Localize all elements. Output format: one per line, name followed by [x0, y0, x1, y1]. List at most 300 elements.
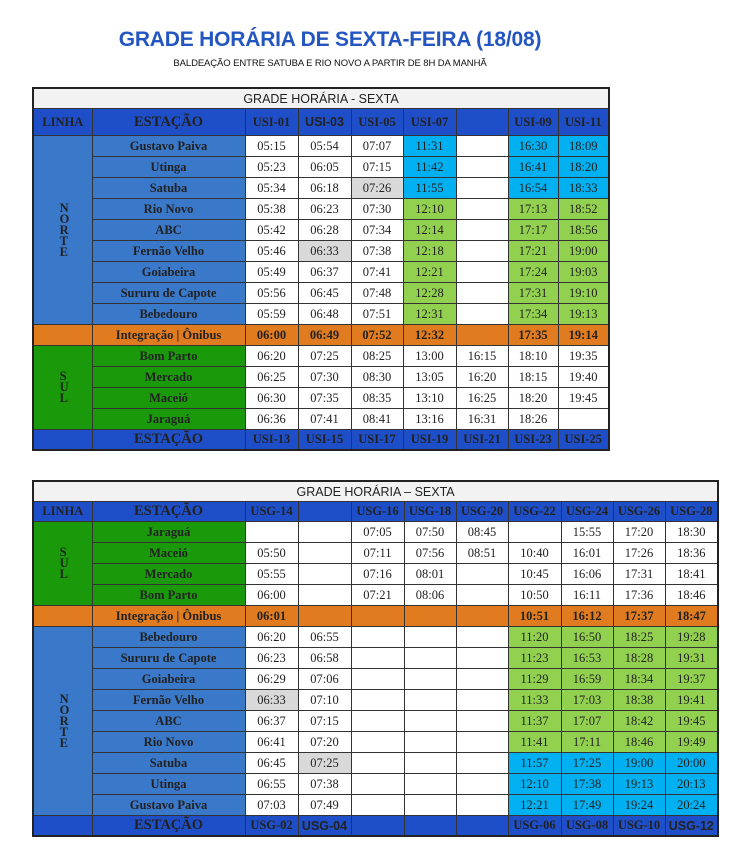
time-cell: 16:11: [561, 585, 613, 606]
station-name-utinga: Utinga: [92, 157, 245, 178]
empty-cell: [456, 753, 508, 774]
empty-cell: [456, 669, 508, 690]
station-row: [33, 388, 609, 409]
time-cell: 10:40: [508, 543, 561, 564]
region-label-norte: [33, 136, 92, 325]
station-name-satuba: Satuba: [92, 178, 245, 199]
empty-cell: [351, 669, 404, 690]
empty-cell: [351, 711, 404, 732]
footer-trip-header: [351, 816, 404, 837]
time-cell: 17:38: [561, 774, 613, 795]
station-row: [33, 669, 718, 690]
footer-trip-header: USG-12: [665, 816, 718, 837]
station-row: [33, 241, 609, 262]
time-cell: 11:37: [508, 711, 561, 732]
time-cell: 15:55: [561, 522, 613, 543]
column-header-trip: USI-07: [403, 109, 456, 136]
footer-linha-empty: [33, 816, 92, 837]
station-name-utinga: Utinga: [92, 774, 245, 795]
station-name-rio-novo: Rio Novo: [92, 732, 245, 753]
time-cell: 05:54: [298, 136, 351, 157]
empty-cell: [298, 564, 351, 585]
station-name-bebedouro: Bebedouro: [92, 304, 245, 325]
region-label-norte: [33, 627, 92, 816]
station-name-maceio: Maceió: [92, 543, 245, 564]
empty-cell: [351, 627, 404, 648]
time-cell: 08:25: [351, 346, 403, 367]
time-cell: 18:42: [613, 711, 665, 732]
column-header-trip: USI-01: [245, 109, 298, 136]
table-title: GRADE HORÁRIA – SEXTA: [33, 481, 718, 502]
time-cell: 19:45: [665, 711, 718, 732]
time-cell: 16:50: [561, 627, 613, 648]
time-cell: 06:25: [245, 367, 298, 388]
column-header-trip: USI-11: [558, 109, 609, 136]
time-cell: 06:33: [298, 241, 351, 262]
station-name-gustavo-paiva: Gustavo Paiva: [92, 136, 245, 157]
time-cell: 12:21: [403, 262, 456, 283]
footer-trip-header: USG-08: [561, 816, 613, 837]
empty-cell: [404, 648, 456, 669]
time-cell: 11:33: [508, 690, 561, 711]
station-name-satuba: Satuba: [92, 753, 245, 774]
time-cell: 17:07: [561, 711, 613, 732]
empty-cell: [404, 774, 456, 795]
time-cell: 20:13: [665, 774, 718, 795]
time-cell: 18:10: [508, 346, 558, 367]
time-cell: 12:14: [403, 220, 456, 241]
time-cell: 07:15: [351, 157, 403, 178]
empty-cell: [351, 606, 404, 627]
column-header-trip: USG-24: [561, 502, 613, 522]
time-cell: 07:10: [298, 690, 351, 711]
time-cell: 07:21: [351, 585, 404, 606]
footer-trip-header: [456, 816, 508, 837]
time-cell: 18:38: [613, 690, 665, 711]
time-cell: 18:26: [508, 409, 558, 430]
time-cell: 19:37: [665, 669, 718, 690]
schedule-table-usg: [32, 480, 719, 837]
footer-row: [33, 816, 718, 837]
station-row: [33, 711, 718, 732]
time-cell: 16:31: [456, 409, 508, 430]
footer-row: [33, 430, 609, 451]
empty-cell: [298, 585, 351, 606]
station-name-goiabeira: Goiabeira: [92, 669, 245, 690]
time-cell: 07:50: [404, 522, 456, 543]
region-label-sul: [33, 346, 92, 430]
time-cell: 19:00: [558, 241, 609, 262]
time-cell: 16:01: [561, 543, 613, 564]
station-row: [33, 346, 609, 367]
time-cell: 16:25: [456, 388, 508, 409]
time-cell: 08:45: [456, 522, 508, 543]
empty-cell: [404, 669, 456, 690]
time-cell: 17:35: [508, 325, 558, 346]
time-cell: 19:45: [558, 388, 609, 409]
time-cell: 07:38: [298, 774, 351, 795]
column-header-estacao: ESTAÇÃO: [92, 109, 245, 136]
time-cell: 06:28: [298, 220, 351, 241]
column-header-trip: USG-14: [245, 502, 298, 522]
time-cell: 17:26: [613, 543, 665, 564]
region-label-text: SUL: [59, 545, 69, 581]
station-row: [33, 627, 718, 648]
time-cell: 07:05: [351, 522, 404, 543]
page-subtitle: BALDEAÇÃO ENTRE SATUBA E RIO NOVO A PARTIR DE 8H DA MANHÃ: [173, 58, 487, 69]
footer-estacao: ESTAÇÃO: [92, 430, 245, 451]
time-cell: 07:15: [298, 711, 351, 732]
time-cell: 18:33: [558, 178, 609, 199]
time-cell: 06:00: [245, 325, 298, 346]
empty-cell: [456, 136, 508, 157]
station-name-mercado: Mercado: [92, 367, 245, 388]
time-cell: 19:41: [665, 690, 718, 711]
time-cell: 05:46: [245, 241, 298, 262]
station-row: [33, 690, 718, 711]
time-cell: 18:52: [558, 199, 609, 220]
time-cell: 05:42: [245, 220, 298, 241]
empty-cell: [508, 522, 561, 543]
time-cell: 12:18: [403, 241, 456, 262]
time-cell: 05:34: [245, 178, 298, 199]
time-cell: 08:51: [456, 543, 508, 564]
time-cell: 07:41: [351, 262, 403, 283]
time-cell: 12:28: [403, 283, 456, 304]
footer-trip-header: USI-15: [298, 430, 351, 451]
time-cell: 13:10: [403, 388, 456, 409]
time-cell: 08:30: [351, 367, 403, 388]
time-cell: 18:20: [508, 388, 558, 409]
empty-cell: [456, 774, 508, 795]
time-cell: 11:31: [403, 136, 456, 157]
empty-cell: [456, 690, 508, 711]
time-cell: 06:18: [298, 178, 351, 199]
station-name-fernao-velho: Fernão Velho: [92, 690, 245, 711]
station-name-goiabeira: Goiabeira: [92, 262, 245, 283]
time-cell: 19:40: [558, 367, 609, 388]
time-cell: 07:34: [351, 220, 403, 241]
station-row: [33, 199, 609, 220]
time-cell: 16:20: [456, 367, 508, 388]
time-cell: 18:46: [665, 585, 718, 606]
time-cell: 19:24: [613, 795, 665, 816]
time-cell: 07:16: [351, 564, 404, 585]
time-cell: 18:41: [665, 564, 718, 585]
empty-cell: [404, 753, 456, 774]
column-header-trip: USI-09: [508, 109, 558, 136]
column-header-trip: USG-22: [508, 502, 561, 522]
empty-cell: [456, 199, 508, 220]
station-row: [33, 283, 609, 304]
time-cell: 20:00: [665, 753, 718, 774]
station-row: [33, 753, 718, 774]
time-cell: 07:51: [351, 304, 403, 325]
time-cell: 16:15: [456, 346, 508, 367]
time-cell: 19:00: [613, 753, 665, 774]
time-cell: 07:35: [298, 388, 351, 409]
time-cell: 17:25: [561, 753, 613, 774]
time-cell: 20:24: [665, 795, 718, 816]
time-cell: 06:58: [298, 648, 351, 669]
empty-cell: [456, 627, 508, 648]
integration-row: [33, 606, 718, 627]
column-header-trip: USI-03: [298, 109, 351, 136]
station-name-fernao-velho: Fernão Velho: [92, 241, 245, 262]
time-cell: 16:41: [508, 157, 558, 178]
empty-cell: [456, 220, 508, 241]
time-cell: 06:01: [245, 606, 298, 627]
time-cell: 13:00: [403, 346, 456, 367]
time-cell: 11:42: [403, 157, 456, 178]
empty-cell: [456, 732, 508, 753]
time-cell: 18:47: [665, 606, 718, 627]
time-cell: 18:56: [558, 220, 609, 241]
station-row: [33, 157, 609, 178]
time-cell: 06:37: [298, 262, 351, 283]
time-cell: 07:38: [351, 241, 403, 262]
column-header-linha: LINHA: [33, 502, 92, 522]
linha-cell-empty: [33, 606, 92, 627]
empty-cell: [456, 795, 508, 816]
station-row: [33, 304, 609, 325]
time-cell: 10:50: [508, 585, 561, 606]
station-name-gustavo-paiva: Gustavo Paiva: [92, 795, 245, 816]
station-name-bebedouro: Bebedouro: [92, 627, 245, 648]
time-cell: 17:03: [561, 690, 613, 711]
time-cell: 07:20: [298, 732, 351, 753]
time-cell: 05:38: [245, 199, 298, 220]
empty-cell: [456, 564, 508, 585]
time-cell: 11:55: [403, 178, 456, 199]
empty-cell: [298, 606, 351, 627]
time-cell: 05:59: [245, 304, 298, 325]
column-header-estacao: ESTAÇÃO: [92, 502, 245, 522]
time-cell: 12:31: [403, 304, 456, 325]
time-cell: 07:30: [298, 367, 351, 388]
footer-estacao: ESTAÇÃO: [92, 816, 245, 837]
empty-cell: [245, 522, 298, 543]
time-cell: 05:23: [245, 157, 298, 178]
time-cell: 11:20: [508, 627, 561, 648]
station-name-bom-parto: Bom Parto: [92, 585, 245, 606]
time-cell: 16:12: [561, 606, 613, 627]
time-cell: 06:37: [245, 711, 298, 732]
time-cell: 07:30: [351, 199, 403, 220]
time-cell: 08:35: [351, 388, 403, 409]
time-cell: 17:13: [508, 199, 558, 220]
time-cell: 13:16: [403, 409, 456, 430]
empty-cell: [404, 606, 456, 627]
time-cell: 05:49: [245, 262, 298, 283]
station-row: [33, 732, 718, 753]
footer-trip-header: USI-17: [351, 430, 403, 451]
time-cell: 17:34: [508, 304, 558, 325]
time-cell: 07:06: [298, 669, 351, 690]
integration-row: [33, 325, 609, 346]
column-header-trip: [298, 502, 351, 522]
station-row: [33, 543, 718, 564]
time-cell: 13:05: [403, 367, 456, 388]
time-cell: 12:10: [508, 774, 561, 795]
station-name-abc: ABC: [92, 220, 245, 241]
footer-trip-header: USI-13: [245, 430, 298, 451]
station-name-bom-parto: Bom Parto: [92, 346, 245, 367]
time-cell: 06:33: [245, 690, 298, 711]
empty-cell: [456, 606, 508, 627]
time-cell: 07:26: [351, 178, 403, 199]
region-label-text: SUL: [59, 369, 69, 405]
time-cell: 17:11: [561, 732, 613, 753]
time-cell: 11:23: [508, 648, 561, 669]
column-header-trip: USI-05: [351, 109, 403, 136]
time-cell: 16:06: [561, 564, 613, 585]
time-cell: 10:45: [508, 564, 561, 585]
time-cell: 18:09: [558, 136, 609, 157]
footer-trip-header: USG-10: [613, 816, 665, 837]
time-cell: 08:41: [351, 409, 403, 430]
station-name-mercado: Mercado: [92, 564, 245, 585]
column-header-trip: [456, 109, 508, 136]
station-name-sururu-de-capote: Sururu de Capote: [92, 648, 245, 669]
station-row: [33, 178, 609, 199]
time-cell: 05:56: [245, 283, 298, 304]
station-name-maceio: Maceió: [92, 388, 245, 409]
time-cell: 06:49: [298, 325, 351, 346]
station-name-rio-novo: Rio Novo: [92, 199, 245, 220]
time-cell: 16:59: [561, 669, 613, 690]
column-header-trip: USG-18: [404, 502, 456, 522]
time-cell: 17:36: [613, 585, 665, 606]
empty-cell: [456, 304, 508, 325]
station-row: [33, 522, 718, 543]
linha-cell-empty: [33, 325, 92, 346]
footer-trip-header: USI-21: [456, 430, 508, 451]
empty-cell: [351, 753, 404, 774]
empty-cell: [456, 648, 508, 669]
empty-cell: [351, 795, 404, 816]
time-cell: 16:54: [508, 178, 558, 199]
footer-trip-header: USI-25: [558, 430, 609, 451]
time-cell: 18:30: [665, 522, 718, 543]
time-cell: 18:34: [613, 669, 665, 690]
time-cell: 06:23: [298, 199, 351, 220]
time-cell: 07:56: [404, 543, 456, 564]
footer-trip-header: USI-19: [403, 430, 456, 451]
time-cell: 18:36: [665, 543, 718, 564]
time-cell: 11:57: [508, 753, 561, 774]
column-header-trip: USG-20: [456, 502, 508, 522]
station-name-jaragua: Jaraguá: [92, 409, 245, 430]
column-header-trip: USG-28: [665, 502, 718, 522]
time-cell: 11:29: [508, 669, 561, 690]
region-label-sul: [33, 522, 92, 606]
time-cell: 18:25: [613, 627, 665, 648]
station-row: [33, 774, 718, 795]
time-cell: 12:10: [403, 199, 456, 220]
time-cell: 17:31: [508, 283, 558, 304]
time-cell: 06:48: [298, 304, 351, 325]
empty-cell: [351, 732, 404, 753]
empty-cell: [351, 648, 404, 669]
empty-cell: [558, 409, 609, 430]
station-row: [33, 648, 718, 669]
time-cell: 05:50: [245, 543, 298, 564]
time-cell: 06:30: [245, 388, 298, 409]
footer-linha-empty: [33, 430, 92, 451]
empty-cell: [351, 690, 404, 711]
empty-cell: [298, 543, 351, 564]
page-title: GRADE HORÁRIA DE SEXTA-FEIRA (18/08): [118, 28, 542, 51]
time-cell: 12:21: [508, 795, 561, 816]
time-cell: 07:52: [351, 325, 403, 346]
empty-cell: [456, 262, 508, 283]
station-row: [33, 795, 718, 816]
time-cell: 06:00: [245, 585, 298, 606]
schedule-table-usi: [32, 87, 610, 451]
table-title: GRADE HORÁRIA - SEXTA: [33, 88, 609, 109]
empty-cell: [404, 732, 456, 753]
time-cell: 06:20: [245, 627, 298, 648]
header-row: [33, 502, 718, 522]
time-cell: 06:55: [245, 774, 298, 795]
empty-cell: [456, 283, 508, 304]
empty-cell: [298, 522, 351, 543]
time-cell: 05:15: [245, 136, 298, 157]
time-cell: 07:25: [298, 753, 351, 774]
time-cell: 11:41: [508, 732, 561, 753]
station-name-integracao-onibus: Integração | Ônibus: [92, 606, 245, 627]
station-row: [33, 136, 609, 157]
region-label-text: NORTE: [59, 691, 70, 750]
empty-cell: [456, 157, 508, 178]
station-row: [33, 564, 718, 585]
empty-cell: [351, 774, 404, 795]
empty-cell: [456, 241, 508, 262]
table-title-row: [33, 88, 609, 109]
empty-cell: [456, 325, 508, 346]
time-cell: 17:49: [561, 795, 613, 816]
footer-trip-header: USG-02: [245, 816, 298, 837]
station-name-integracao-onibus: Integração | Ônibus: [92, 325, 245, 346]
time-cell: 19:14: [558, 325, 609, 346]
footer-trip-header: USG-04: [298, 816, 351, 837]
footer-trip-header: USG-06: [508, 816, 561, 837]
time-cell: 17:24: [508, 262, 558, 283]
footer-trip-header: [404, 816, 456, 837]
time-cell: 17:20: [613, 522, 665, 543]
empty-cell: [404, 690, 456, 711]
time-cell: 17:21: [508, 241, 558, 262]
time-cell: 12:32: [403, 325, 456, 346]
time-cell: 10:51: [508, 606, 561, 627]
time-cell: 17:17: [508, 220, 558, 241]
empty-cell: [404, 711, 456, 732]
footer-trip-header: USI-23: [508, 430, 558, 451]
time-cell: 06:05: [298, 157, 351, 178]
time-cell: 07:48: [351, 283, 403, 304]
empty-cell: [404, 795, 456, 816]
time-cell: 08:01: [404, 564, 456, 585]
station-row: [33, 585, 718, 606]
time-cell: 19:28: [665, 627, 718, 648]
time-cell: 07:07: [351, 136, 403, 157]
station-name-jaragua: Jaraguá: [92, 522, 245, 543]
station-row: [33, 367, 609, 388]
time-cell: 06:55: [298, 627, 351, 648]
time-cell: 07:11: [351, 543, 404, 564]
time-cell: 16:30: [508, 136, 558, 157]
